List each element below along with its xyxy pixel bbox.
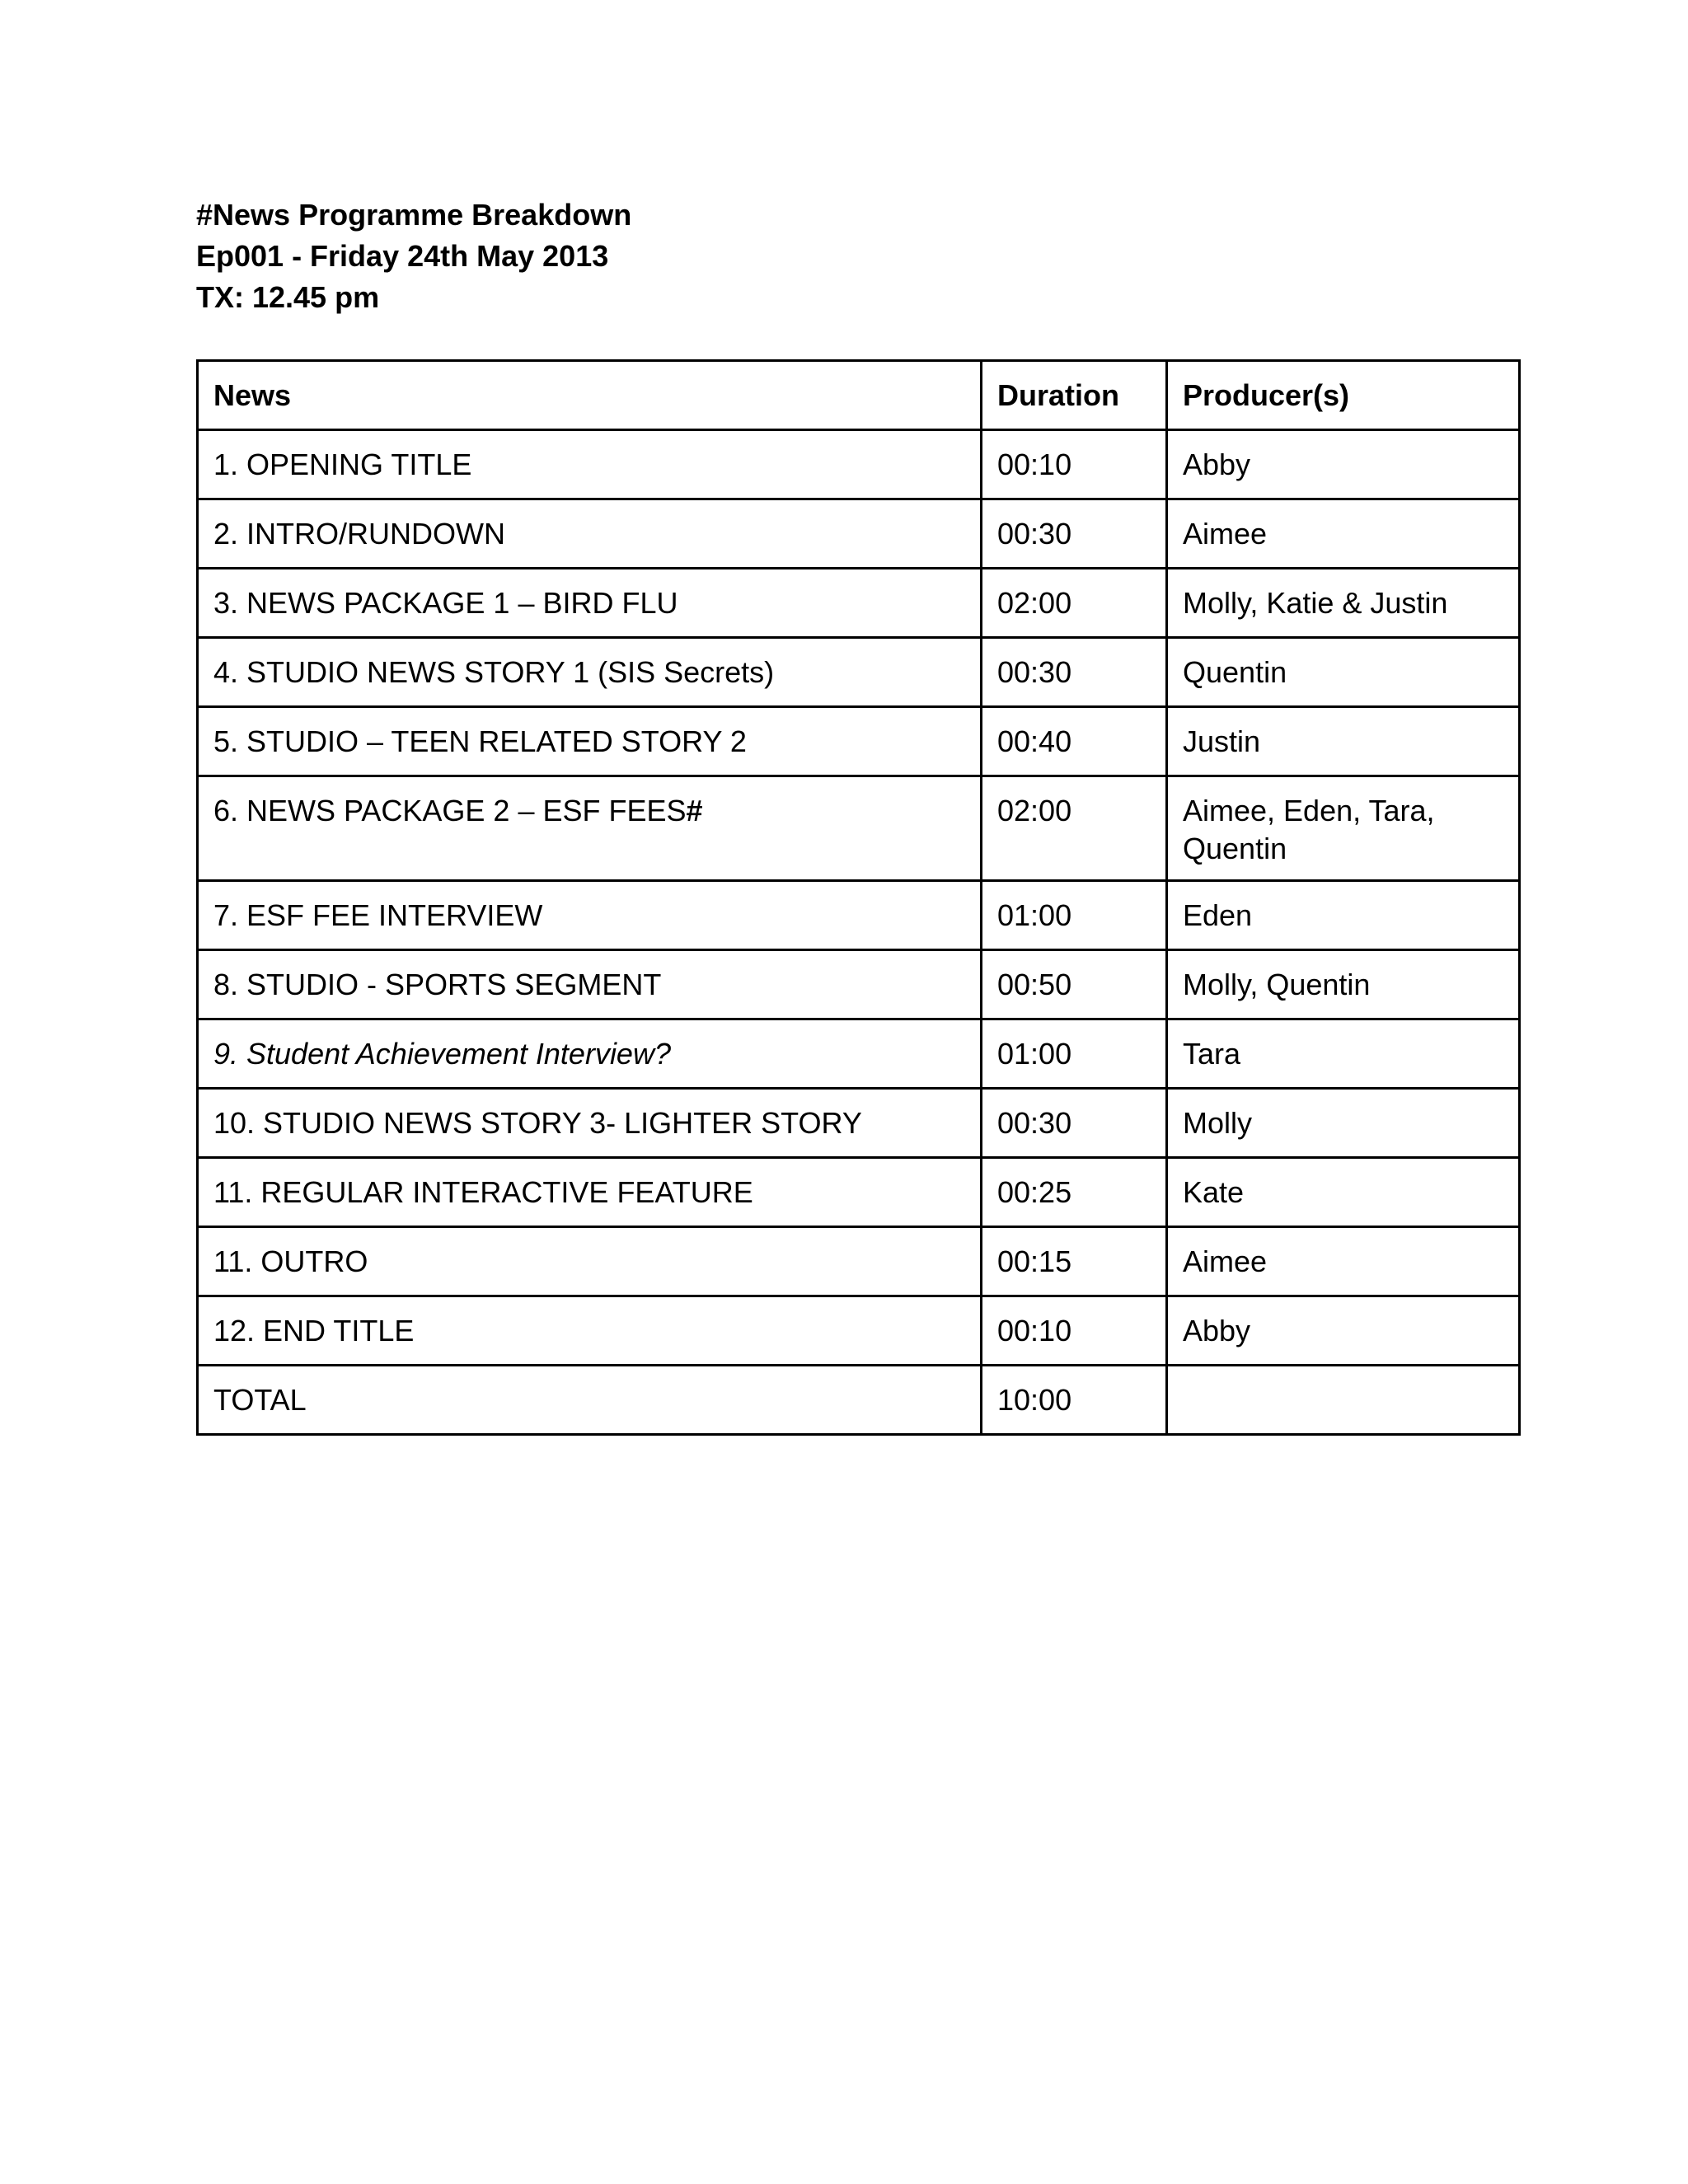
column-header-news: News bbox=[198, 361, 982, 430]
producers-cell: Justin bbox=[1167, 707, 1520, 776]
table-header-row bbox=[198, 361, 1520, 430]
tx-line: TX: 12.45 pm bbox=[196, 280, 380, 314]
news-cell: 8. STUDIO - SPORTS SEGMENT bbox=[198, 950, 982, 1019]
duration-cell: 02:00 bbox=[982, 569, 1167, 638]
table-row bbox=[198, 638, 1520, 707]
total-duration: 10:00 bbox=[982, 1366, 1167, 1435]
table-row bbox=[198, 1296, 1520, 1366]
table-row bbox=[198, 569, 1520, 638]
column-header-producers: Producer(s) bbox=[1167, 361, 1520, 430]
news-cell: 9. Student Achievement Interview? bbox=[198, 1019, 982, 1089]
document-title: #News Programme Breakdown bbox=[196, 198, 632, 232]
duration-cell: 00:30 bbox=[982, 1089, 1167, 1158]
table-row bbox=[198, 950, 1520, 1019]
news-cell: 4. STUDIO NEWS STORY 1 (SIS Secrets) bbox=[198, 638, 982, 707]
table-row bbox=[198, 430, 1520, 499]
duration-cell: 02:00 bbox=[982, 776, 1167, 881]
news-cell: 1. OPENING TITLE bbox=[198, 430, 982, 499]
table-row bbox=[198, 881, 1520, 950]
news-cell: 11. OUTRO bbox=[198, 1227, 982, 1296]
producers-cell: Aimee, Eden, Tara, Quentin bbox=[1167, 776, 1520, 881]
news-cell: 5. STUDIO – TEEN RELATED STORY 2 bbox=[198, 707, 982, 776]
programme-breakdown-table bbox=[196, 359, 1521, 1436]
duration-cell: 00:40 bbox=[982, 707, 1167, 776]
producers-cell: Eden bbox=[1167, 881, 1520, 950]
producers-cell: Molly, Katie & Justin bbox=[1167, 569, 1520, 638]
producers-cell: Tara bbox=[1167, 1019, 1520, 1089]
table-row bbox=[198, 776, 1520, 881]
duration-cell: 00:30 bbox=[982, 499, 1167, 569]
producers-cell: Aimee bbox=[1167, 1227, 1520, 1296]
duration-cell: 00:25 bbox=[982, 1158, 1167, 1227]
table-row bbox=[198, 707, 1520, 776]
producers-cell: Abby bbox=[1167, 430, 1520, 499]
column-header-duration: Duration bbox=[982, 361, 1167, 430]
episode-line: Ep001 - Friday 24th May 2013 bbox=[196, 239, 609, 273]
document-header bbox=[196, 194, 631, 318]
news-cell: 7. ESF FEE INTERVIEW bbox=[198, 881, 982, 950]
news-cell: 11. REGULAR INTERACTIVE FEATURE bbox=[198, 1158, 982, 1227]
news-suffix: # bbox=[686, 794, 703, 827]
table-row bbox=[198, 1019, 1520, 1089]
news-text: 6. NEWS PACKAGE 2 – ESF FEES bbox=[213, 794, 687, 827]
news-cell: 2. INTRO/RUNDOWN bbox=[198, 499, 982, 569]
total-producers bbox=[1167, 1366, 1520, 1435]
duration-cell: 00:15 bbox=[982, 1227, 1167, 1296]
news-cell: 12. END TITLE bbox=[198, 1296, 982, 1366]
producers-cell: Molly bbox=[1167, 1089, 1520, 1158]
news-cell: 10. STUDIO NEWS STORY 3- LIGHTER STORY bbox=[198, 1089, 982, 1158]
producers-cell: Abby bbox=[1167, 1296, 1520, 1366]
duration-cell: 01:00 bbox=[982, 881, 1167, 950]
producers-cell: Kate bbox=[1167, 1158, 1520, 1227]
producers-cell: Quentin bbox=[1167, 638, 1520, 707]
duration-cell: 00:30 bbox=[982, 638, 1167, 707]
total-label: TOTAL bbox=[198, 1366, 982, 1435]
table-row bbox=[198, 1158, 1520, 1227]
producers-cell: Molly, Quentin bbox=[1167, 950, 1520, 1019]
duration-cell: 00:10 bbox=[982, 1296, 1167, 1366]
table-row bbox=[198, 1227, 1520, 1296]
news-cell: 3. NEWS PACKAGE 1 – BIRD FLU bbox=[198, 569, 982, 638]
producers-cell: Aimee bbox=[1167, 499, 1520, 569]
total-row bbox=[198, 1366, 1520, 1435]
table-row bbox=[198, 1089, 1520, 1158]
duration-cell: 00:50 bbox=[982, 950, 1167, 1019]
news-cell bbox=[198, 776, 982, 881]
duration-cell: 01:00 bbox=[982, 1019, 1167, 1089]
duration-cell: 00:10 bbox=[982, 430, 1167, 499]
table-row bbox=[198, 499, 1520, 569]
